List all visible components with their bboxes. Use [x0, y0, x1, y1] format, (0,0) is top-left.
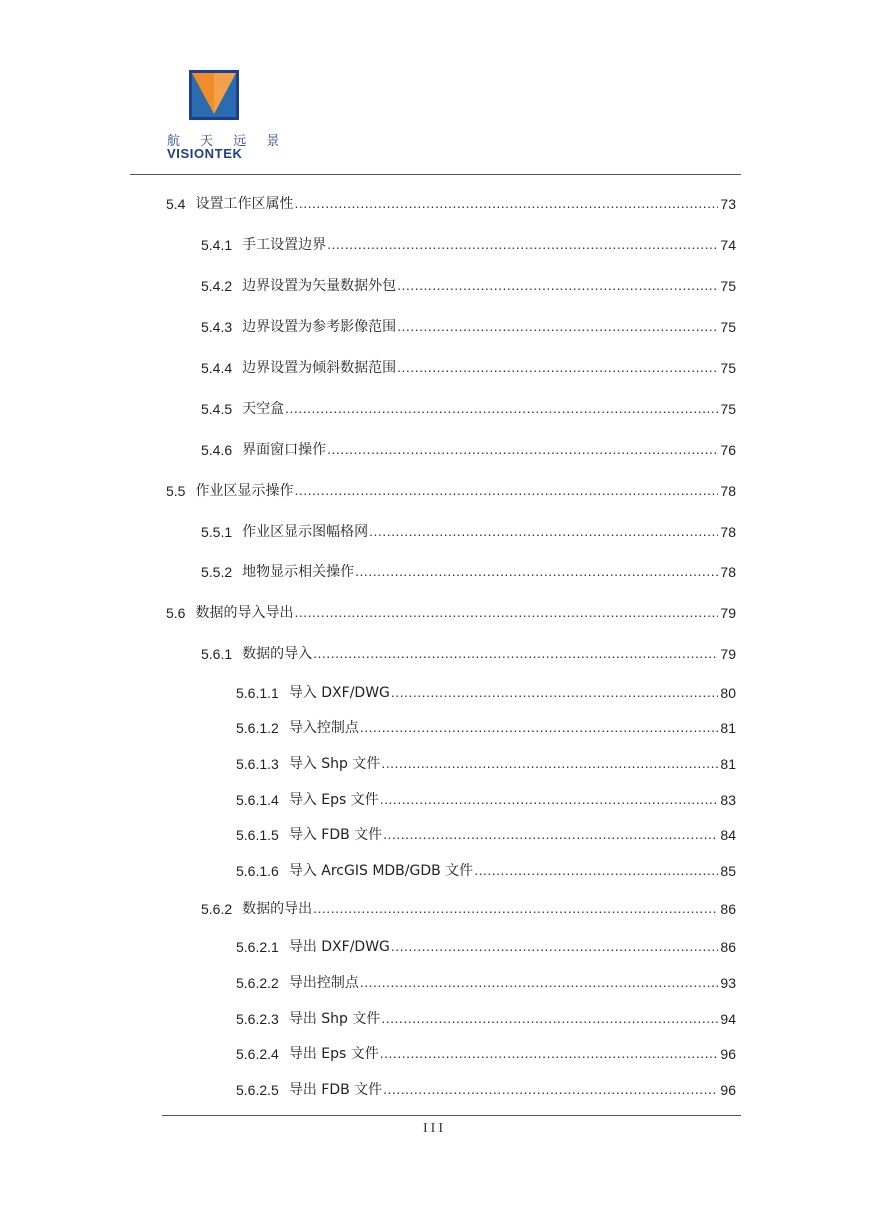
toc-entry-number: 5.6.2.3	[236, 1011, 279, 1027]
toc-entry-page: 74	[720, 237, 736, 253]
toc-entry[interactable]	[236, 753, 736, 773]
toc-entry-title: 导出 Shp 文件	[288, 1011, 381, 1027]
toc-entry-page: 75	[720, 401, 736, 417]
toc-entry[interactable]	[201, 357, 736, 377]
toc-entry-title: 导出 Eps 文件	[288, 1046, 379, 1062]
toc-entry-number: 5.4.2	[201, 278, 233, 294]
toc-entry-number: 5.5.1	[201, 524, 233, 540]
toc-dot-leader	[391, 937, 719, 955]
toc-dot-leader	[369, 522, 718, 540]
toc-dot-leader	[381, 754, 718, 772]
toc-dot-leader	[383, 1080, 718, 1098]
toc-entry-page: 96	[720, 1046, 736, 1062]
toc-entry-number: 5.6.1	[201, 646, 233, 662]
toc-entry-page: 85	[720, 863, 736, 879]
toc-entry-title: 边界设置为倾斜数据范围	[242, 360, 397, 376]
toc-entry-number: 5.6.1.5	[236, 827, 279, 843]
toc-dot-leader	[294, 481, 718, 499]
logo-chinese-name: 航 天 远 景	[167, 134, 288, 149]
toc-dot-leader	[294, 603, 718, 621]
toc-entry[interactable]	[236, 1079, 736, 1099]
toc-entry-page: 84	[720, 827, 736, 843]
toc-entry-title: 导入控制点	[288, 720, 359, 736]
toc-entry-number: 5.6.2.2	[236, 975, 279, 991]
toc-entry-page: 81	[720, 720, 736, 736]
toc-entry-page: 81	[720, 756, 736, 772]
toc-entry-title: 导入 FDB 文件	[288, 827, 383, 843]
toc-entry-number: 5.4.5	[201, 401, 233, 417]
toc-entry[interactable]	[236, 936, 736, 956]
toc-entry-number: 5.6.1.4	[236, 792, 279, 808]
toc-entry[interactable]	[201, 898, 736, 918]
toc-entry-page: 83	[720, 792, 736, 808]
toc-entry-page: 79	[720, 646, 736, 662]
toc-entry-number: 5.6.2.4	[236, 1046, 279, 1062]
toc-dot-leader	[313, 899, 718, 917]
toc-dot-leader	[285, 399, 718, 417]
toc-entry[interactable]	[236, 824, 736, 844]
toc-entry-page: 86	[720, 901, 736, 917]
visiontek-logo-mark-icon	[189, 70, 239, 120]
toc-entry-page: 94	[720, 1011, 736, 1027]
toc-dot-leader	[294, 194, 718, 212]
toc-entry[interactable]	[236, 717, 736, 737]
toc-dot-leader	[397, 317, 718, 335]
toc-entry-title: 作业区显示操作	[195, 483, 294, 499]
toc-dot-leader	[313, 644, 718, 662]
toc-entry-title: 数据的导入导出	[195, 605, 294, 621]
toc-dot-leader	[355, 562, 718, 580]
toc-entry-title: 数据的导出	[242, 901, 313, 917]
toc-dot-leader	[391, 683, 719, 701]
toc-entry[interactable]	[236, 789, 736, 809]
toc-entry-number: 5.5	[166, 483, 186, 499]
toc-entry-title: 界面窗口操作	[242, 442, 327, 458]
toc-entry[interactable]	[236, 860, 736, 880]
toc-entry-page: 73	[720, 196, 736, 212]
toc-entry-number: 5.6.2.1	[236, 939, 279, 955]
toc-entry-title: 手工设置边界	[242, 237, 327, 253]
toc-dot-leader	[327, 235, 718, 253]
toc-entry[interactable]	[201, 316, 736, 336]
toc-entry-page: 78	[720, 564, 736, 580]
toc-entry-title: 导入 ArcGIS MDB/GDB 文件	[288, 863, 474, 879]
toc-dot-leader	[380, 1044, 719, 1062]
header-divider	[130, 174, 741, 175]
toc-dot-leader	[474, 861, 718, 879]
toc-entry-number: 5.4.6	[201, 442, 233, 458]
toc-entry-page: 78	[720, 524, 736, 540]
toc-dot-leader	[327, 440, 718, 458]
toc-dot-leader	[383, 825, 718, 843]
toc-entry-page: 78	[720, 483, 736, 499]
page-number: III	[423, 1121, 446, 1136]
toc-entry-page: 93	[720, 975, 736, 991]
toc-entry-title: 导入 Eps 文件	[288, 792, 379, 808]
logo-english-name: VISIONTEK	[167, 146, 243, 161]
toc-entry-number: 5.6.2.5	[236, 1082, 279, 1098]
toc-dot-leader	[360, 973, 719, 991]
toc-entry[interactable]	[201, 643, 736, 663]
toc-entry-number: 5.4.3	[201, 319, 233, 335]
toc-entry[interactable]	[166, 193, 736, 213]
toc-entry-number: 5.6.1.6	[236, 863, 279, 879]
toc-entry-title: 导入 Shp 文件	[288, 756, 381, 772]
toc-entry-title: 数据的导入	[242, 646, 313, 662]
toc-entry-page: 76	[720, 442, 736, 458]
toc-entry-number: 5.6	[166, 605, 186, 621]
toc-entry-title: 导出 FDB 文件	[288, 1082, 383, 1098]
toc-dot-leader	[360, 718, 719, 736]
toc-entry-page: 79	[720, 605, 736, 621]
toc-entry-page: 80	[720, 685, 736, 701]
toc-entry-page: 86	[720, 939, 736, 955]
toc-entry-number: 5.4.1	[201, 237, 233, 253]
toc-entry[interactable]	[201, 234, 736, 254]
toc-entry[interactable]	[166, 480, 736, 500]
toc-entry[interactable]	[201, 439, 736, 459]
toc-entry-title: 作业区显示图幅格网	[242, 524, 369, 540]
toc-entry-number: 5.6.2	[201, 901, 233, 917]
toc-entry-title: 导出 DXF/DWG	[288, 939, 390, 955]
toc-entry[interactable]	[201, 398, 736, 418]
toc-entry-number: 5.6.1.2	[236, 720, 279, 736]
toc-entry[interactable]	[201, 521, 736, 541]
toc-entry-title: 导出控制点	[288, 975, 359, 991]
toc-entry-page: 75	[720, 319, 736, 335]
toc-entry-number: 5.4	[166, 196, 186, 212]
toc-entry-title: 导入 DXF/DWG	[288, 685, 390, 701]
toc-entry[interactable]	[236, 972, 736, 992]
toc-entry-title: 设置工作区属性	[195, 196, 294, 212]
toc-entry[interactable]	[166, 602, 736, 622]
toc-dot-leader	[380, 790, 719, 808]
toc-entry[interactable]	[236, 1008, 736, 1028]
toc-entry-number: 5.6.1.3	[236, 756, 279, 772]
toc-entry-title: 边界设置为参考影像范围	[242, 319, 397, 335]
toc-entry-title: 天空盒	[242, 401, 285, 417]
toc-entry[interactable]	[236, 1043, 736, 1063]
toc-entry-page: 75	[720, 278, 736, 294]
toc-entry-number: 5.4.4	[201, 360, 233, 376]
toc-entry[interactable]	[236, 682, 736, 702]
toc-entry-number: 5.5.2	[201, 564, 233, 580]
toc-dot-leader	[397, 358, 718, 376]
toc-entry-title: 地物显示相关操作	[242, 564, 355, 580]
toc-entry-page: 96	[720, 1082, 736, 1098]
toc-entry-number: 5.6.1.1	[236, 685, 279, 701]
toc-entry-page: 75	[720, 360, 736, 376]
toc-dot-leader	[397, 276, 718, 294]
toc-entry[interactable]	[201, 561, 736, 581]
toc-entry-title: 边界设置为矢量数据外包	[242, 278, 397, 294]
footer-divider	[162, 1115, 741, 1116]
toc-dot-leader	[381, 1009, 718, 1027]
toc-entry[interactable]	[201, 275, 736, 295]
